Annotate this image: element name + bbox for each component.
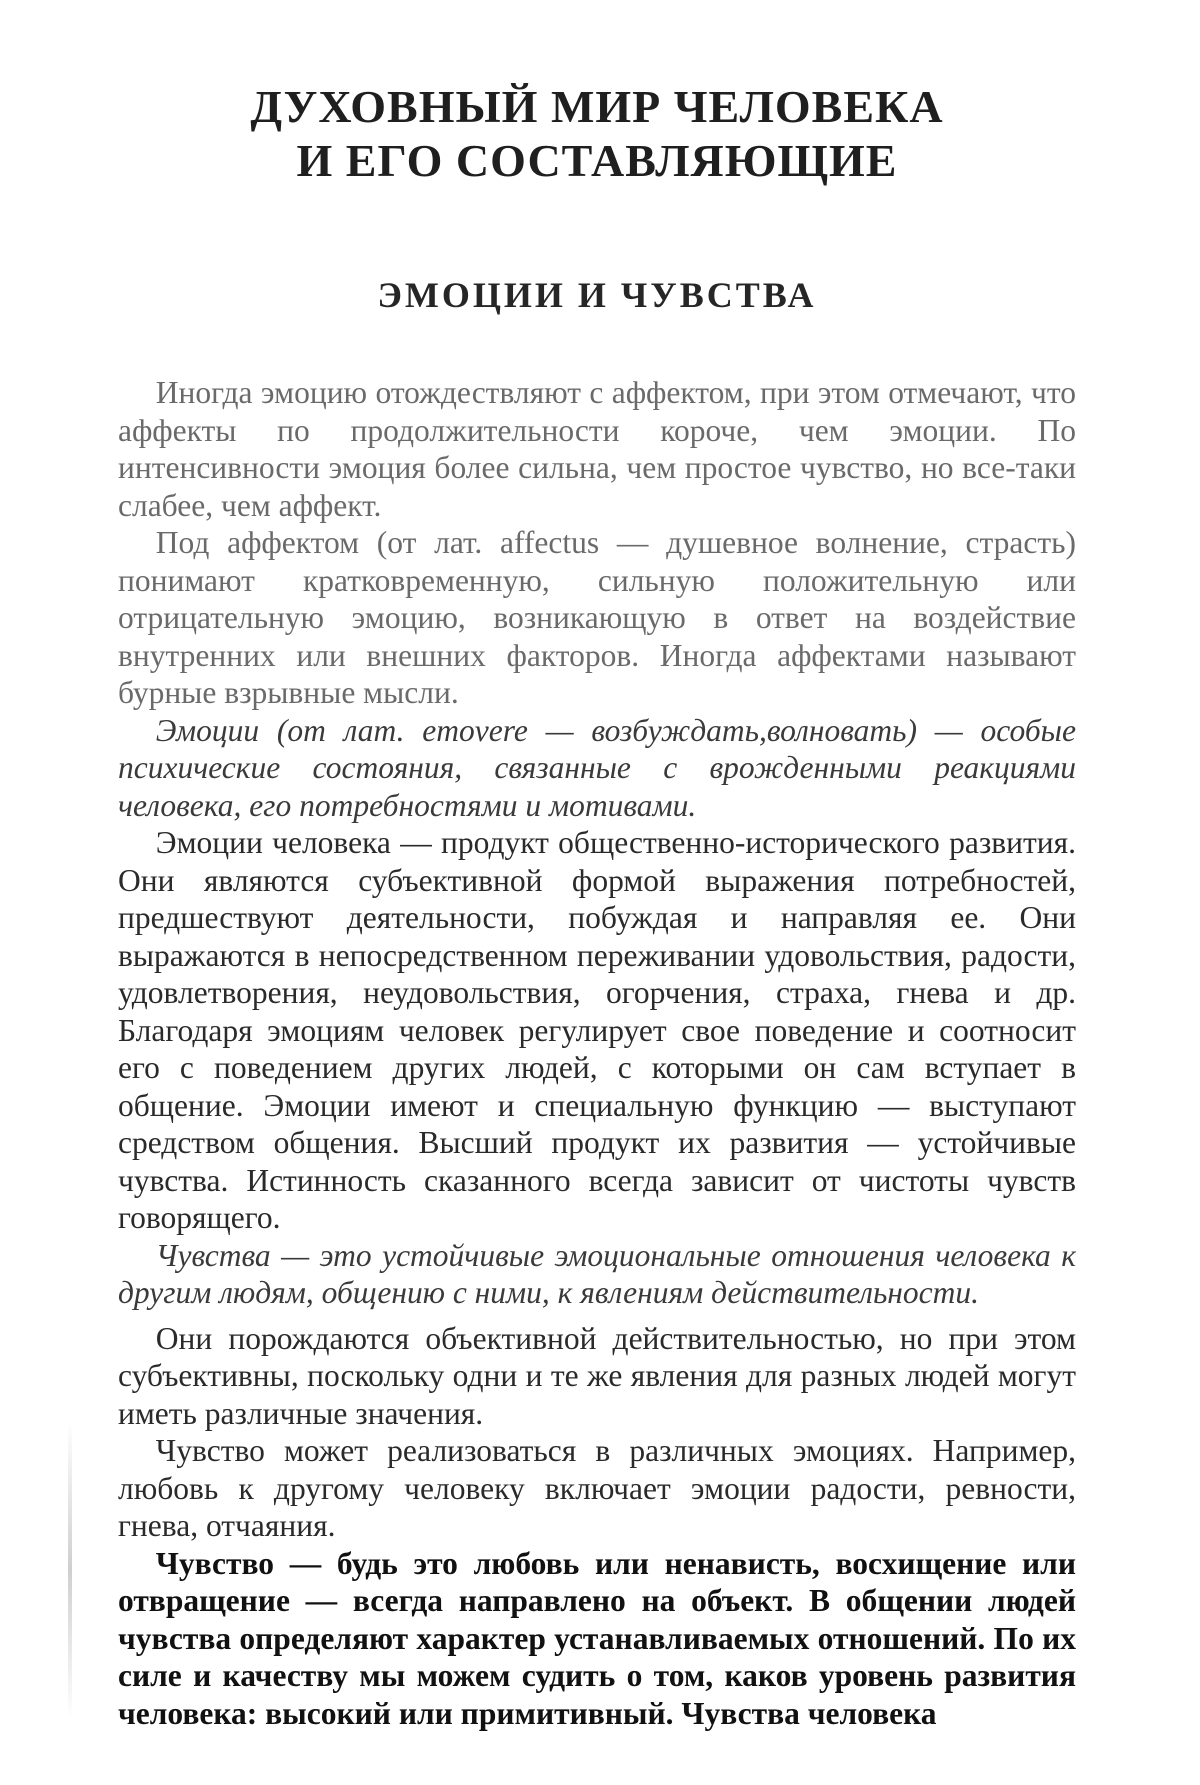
page-edge-shadow [68, 1420, 72, 1720]
book-page [118, 80, 1076, 1732]
chapter-title-line-2: И ЕГО СОСТАВЛЯЮЩИЕ [297, 135, 898, 186]
paragraph-2: Под аффектом (от лат. affectus — душевное волнение, страсть) понимают кратковременную, сильную положительную или отрицательную эмоцию, возникающую в ответ на воздействие внутренних или внешних факторов. Иногда аффектами называют бурные взрывные мысли. [118, 524, 1076, 712]
paragraph-8: Чувство — будь это любовь или ненависть, восхищение или отвращение — всегда направлено на объект. В общении людей чувства определяют характер устанавливаемых отношений. По их силе и качеству мы можем судить о том, каков уровень развития человека: высокий или примитивный. Чувства человека [118, 1545, 1076, 1733]
chapter-title [118, 80, 1076, 188]
paragraph-4: Эмоции человека — продукт общественно-исторического развития. Они являются субъективной формой выражения потребностей, предшествуют деятельности, побуждая и направляя ее. Они выражаются в непосредственном переживании удовольствия, радости, удовлетворения, неудовольствия, огорчения, страха, гнева и др. Благодаря эмоциям человек регулирует свое поведение и соотносит его с поведением других людей, с которыми он сам вступает в общение. Эмоции имеют и специальную функцию — выступают средством общения. Высший продукт их развития — устойчивые чувства. Истинность сказанного всегда зависит от чистоты чувств говорящего. [118, 824, 1076, 1237]
paragraph-7: Чувство может реализоваться в различных эмоциях. Например, любовь к другому человеку включает эмоции радости, ревности, гнева, отчаяния. [118, 1432, 1076, 1545]
paragraph-5-definition-feelings: Чувства — это устойчивые эмоциональные отношения человека к другим людям, общению с ними, к явлениям действительности. [118, 1237, 1076, 1312]
paragraph-6: Они порождаются объективной действительностью, но при этом субъективны, поскольку одни и те же явления для разных людей могут иметь различные значения. [118, 1320, 1076, 1433]
chapter-title-line-1: ДУХОВНЫЙ МИР ЧЕЛОВЕКА [250, 81, 943, 132]
section-title: ЭМОЦИИ И ЧУВСТВА [118, 274, 1076, 316]
paragraph-3-definition-emotions: Эмоции (от лат. emovere — возбуждать,волновать) — особые психические состояния, связанные с врожденными реакциями человека, его потребностями и мотивами. [118, 712, 1076, 825]
paragraph-1: Иногда эмоцию отождествляют с аффектом, при этом отмечают, что аффекты по продолжительности короче, чем эмоции. По интенсивности эмоция более сильна, чем простое чувство, но все-таки слабее, чем аффект. [118, 374, 1076, 524]
